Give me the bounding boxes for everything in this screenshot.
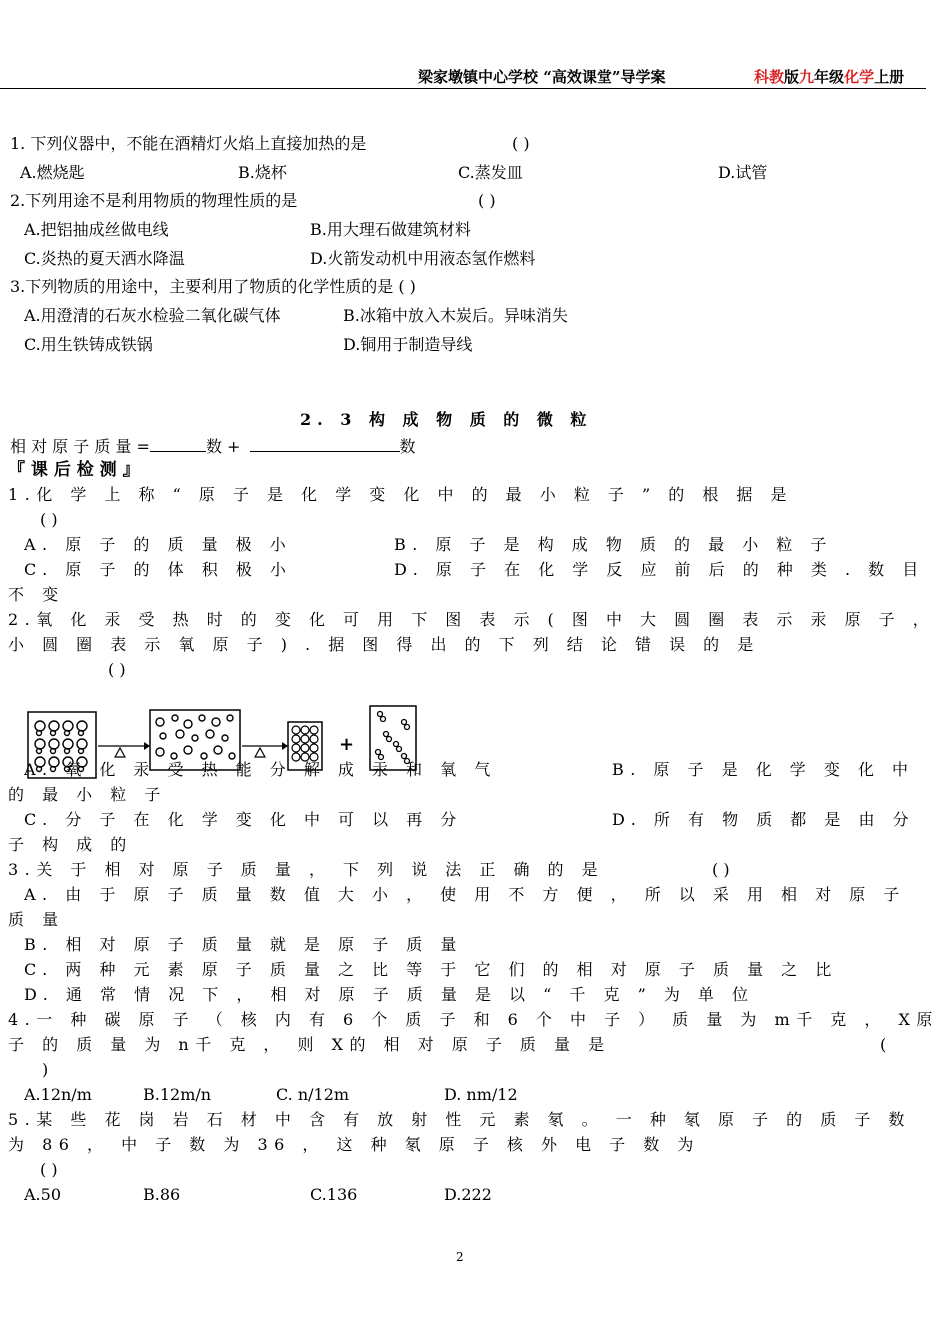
diagram-plus-sign: +: [339, 734, 355, 755]
s1-q3-option-c: C.用生铁铸成铁锅: [24, 335, 153, 354]
edition-prefix: 科教: [754, 68, 785, 86]
s1-q3-option-b: B.冰箱中放入木炭后。异味消失: [343, 306, 568, 325]
s1-q3-stem: 3.下列物质的用途中，主要利用了物质的化学性质的是 ( ): [10, 277, 416, 296]
s2-q1-option-d-cont: 不 变: [8, 585, 65, 604]
edition-mid1: 版: [784, 68, 800, 86]
s2-q5-bracket: ( ): [40, 1160, 58, 1179]
s2-q2-bracket: ( ): [108, 660, 126, 679]
formula: [10, 435, 416, 457]
s2-q2-option-b-cont: 的 最 小 粒 子: [8, 785, 167, 804]
s1-q1-option-d: D.试管: [718, 163, 768, 182]
s2-q1-option-b: B. 原 子 是 构 成 物 质 的 最 小 粒 子: [394, 535, 833, 554]
s2-q5-option-a: A.50: [24, 1185, 61, 1204]
heat-arrow-2: [242, 742, 288, 757]
s2-q5-option-b: B.86: [143, 1185, 181, 1204]
s2-q4-stem-2: 子 的 质 量 为 n千 克 ， 则 X的 相 对 原 子 质 量 是: [8, 1035, 611, 1054]
s1-q3-option-d: D.铜用于制造导线: [343, 335, 473, 354]
s1-q2-bracket: ( ): [478, 191, 496, 210]
page-header: [418, 66, 905, 87]
s2-q1-bracket: ( ): [40, 510, 58, 529]
formula-left: 相 对 原 子 质 量 =: [10, 437, 150, 456]
s2-q2-option-d: D. 所 有 物 质 都 是 由 分: [612, 810, 916, 829]
s2-q2-option-c: C. 分 子 在 化 学 变 化 中 可 以 再 分: [24, 810, 463, 829]
s2-q1-option-d: D. 原 子 在 化 学 反 应 前 后 的 种 类 . 数 目: [394, 560, 925, 579]
s1-q1-option-a: A.燃烧匙: [20, 163, 85, 182]
s2-q4-bracket-open: (: [880, 1035, 887, 1054]
formula-mid: 数 +: [205, 437, 241, 456]
header-rule: [0, 88, 926, 89]
s2-q1-stem: 1.化 学 上 称 “ 原 子 是 化 学 变 化 中 的 最 小 粒 子 ” 的 根 据 是: [8, 485, 794, 504]
s2-q5-stem-1: 5.某 些 花 岗 岩 石 材 中 含 有 放 射 性 元 素 氡 。 一 种 氡 原 子 的 质 子 数: [8, 1110, 911, 1129]
s2-q2-option-b: B. 原 子 是 化 学 变 化 中: [612, 760, 915, 779]
s1-q1-option-c: C.蒸发皿: [458, 163, 523, 182]
s1-q1-stem: 1. 下列仪器中，不能在酒精灯火焰上直接加热的是: [10, 134, 367, 153]
header-school: 梁家墩镇中心学校 “高效课堂”导学案: [418, 68, 666, 86]
s2-q4-stem-1: 4.一 种 碳 原 子 （ 核 内 有 6 个 质 子 和 6 个 中 子 ） 质 量 为 m千 克 ， X原: [8, 1010, 939, 1029]
formula-right: 数: [399, 437, 416, 456]
s2-q4-option-b: B.12m/n: [143, 1085, 212, 1104]
s1-q1-bracket: ( ): [512, 134, 530, 153]
s2-q4-option-a: A.12n/m: [24, 1085, 92, 1104]
s2-q3-bracket: ( ): [712, 860, 730, 879]
s1-q1-option-b: B.烧杯: [238, 163, 287, 182]
s2-q5-stem-2: 为 86 ， 中 子 数 为 36 ， 这 种 氡 原 子 核 外 电 子 数 为: [8, 1135, 700, 1154]
s2-q2-option-d-cont: 子 构 成 的: [8, 835, 133, 854]
edition-suffix: 上册: [874, 68, 905, 86]
heat-arrow-1: [98, 742, 150, 757]
s1-q2-stem: 2.下列用途不是利用物质的物理性质的是: [10, 191, 298, 210]
s2-q5-option-c: C.136: [310, 1185, 358, 1204]
formula-blank-1[interactable]: [150, 435, 206, 452]
page-number: 2: [456, 1250, 464, 1264]
edition-subject: 化学: [844, 68, 875, 86]
edition-mid2: 年级: [814, 68, 845, 86]
s1-q2-option-d: D.火箭发动机中用液态氢作燃料: [310, 249, 536, 268]
s2-q1-option-a: A. 原 子 的 质 量 极 小: [24, 535, 293, 554]
s1-q2-option-a: A.把铝抽成丝做电线: [24, 220, 169, 239]
s2-q3-option-a-cont: 质 量: [8, 910, 65, 929]
s2-q4-option-c: C. n/12m: [276, 1085, 350, 1104]
s2-q5-option-d: D.222: [444, 1185, 492, 1204]
formula-blank-2[interactable]: [250, 435, 400, 452]
after-class-heading: 『 课 后 检 测 』: [8, 460, 140, 480]
s2-q4-bracket-close: ): [42, 1060, 49, 1079]
s2-q4-option-d: D. nm/12: [444, 1085, 518, 1104]
edition-grade-num: 九: [799, 68, 815, 86]
s2-q3-option-b: B. 相 对 原 子 质 量 就 是 原 子 质 量: [24, 935, 463, 954]
header-edition: [754, 66, 904, 87]
s2-q2-stem-2: 小 圆 圈 表 示 氧 原 子 ) . 据 图 得 出 的 下 列 结 论 错 误 的 是: [8, 635, 760, 654]
s1-q3-option-a: A.用澄清的石灰水检验二氧化碳气体: [24, 306, 281, 325]
s2-q3-option-a: A. 由 于 原 子 质 量 数 值 大 小 ， 使 用 不 方 便 ， 所 以 采 用 相 对 原 子: [24, 885, 906, 904]
s2-q3-option-c: C. 两 种 元 素 原 子 质 量 之 比 等 于 它 们 的 相 对 原 子 质 量 之 比: [24, 960, 838, 979]
s2-q2-stem-1: 2.氧 化 汞 受 热 时 的 变 化 可 用 下 图 表 示 ( 图 中 大 圆 圈 表 示 汞 原 子 ，: [8, 610, 936, 629]
s1-q2-option-b: B.用大理石做建筑材料: [310, 220, 471, 239]
s2-q3-option-d: D. 通 常 情 况 下 ， 相 对 原 子 质 量 是 以 “ 千 克 ” 为 单 位: [24, 985, 755, 1004]
s2-q3-stem: 3.关 于 相 对 原 子 质 量 ， 下 列 说 法 正 确 的 是: [8, 860, 605, 879]
s2-q1-option-c: C. 原 子 的 体 积 极 小: [24, 560, 293, 579]
s1-q2-option-c: C.炎热的夏天洒水降温: [24, 249, 185, 268]
s2-q2-option-a: A. 氧 化 汞 受 热 能 分 解 成 汞 和 氧 气: [24, 760, 497, 779]
section-title: 2. 3 构 成 物 质 的 微 粒: [300, 410, 593, 429]
